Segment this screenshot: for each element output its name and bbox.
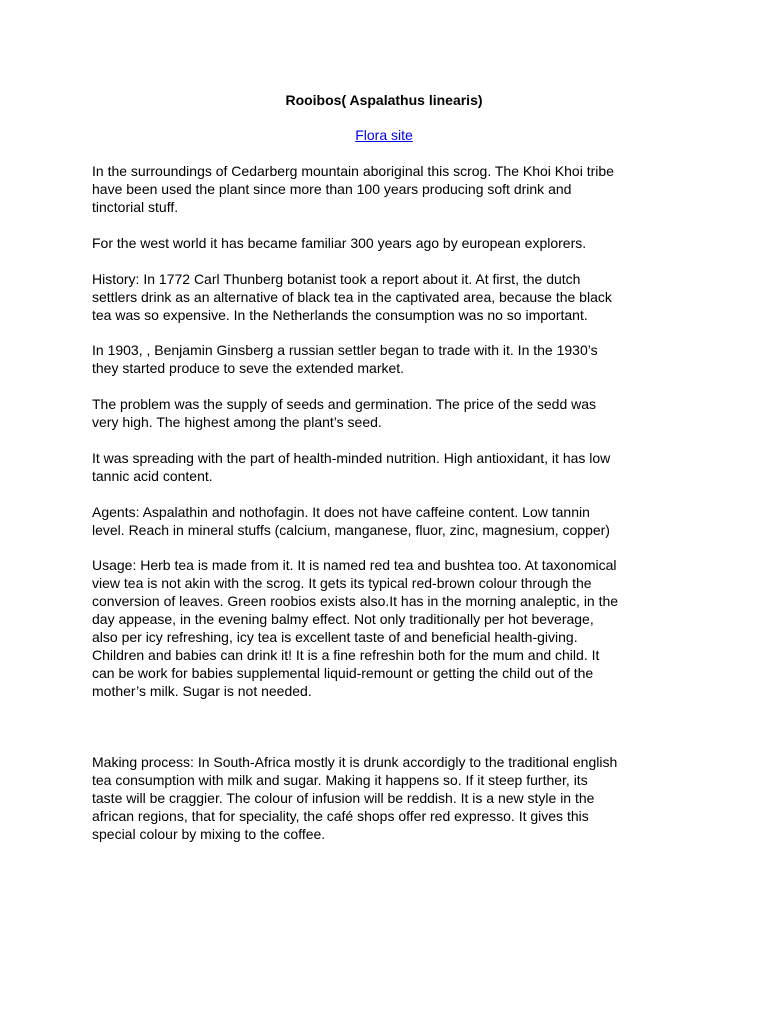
text-line: settlers drink as an alternative of black tea in the captivated area, because the black (92, 289, 612, 305)
text-line: Making process: In South-Africa mostly it is drunk accordigly to the traditional english (92, 754, 618, 770)
text-line: tea was so expensive. In the Netherlands the consumption was no so important. (92, 307, 588, 323)
text-line: tannic acid content. (92, 468, 213, 484)
paragraph-agents (92, 503, 692, 539)
text-line: For the west world it has became familiar 300 years ago by european explorers. (92, 235, 587, 251)
text-line: very high. The highest among the plant’s seed. (92, 414, 382, 430)
text-line: view tea is not akin with the scrog. It gets its typical red-brown colour through the (92, 575, 592, 591)
text-line: It was spreading with the part of health-minded nutrition. High antioxidant, it has low (92, 450, 611, 466)
text-line: conversion of leaves. Green roobios exists also.It has in the morning analeptic, in the (92, 593, 619, 609)
flora-site-link[interactable]: Flora site (355, 127, 413, 143)
text-line: taste will be craggier. The colour of infusion will be reddish. It is a new style in the (92, 790, 595, 806)
paragraph-intro (92, 162, 692, 216)
text-line: tea consumption with milk and sugar. Making it happens so. If it steep further, its (92, 772, 588, 788)
text-line: african regions, that for speciality, the café shops offer red expresso. It gives this (92, 808, 589, 824)
text-line: The problem was the supply of seeds and germination. The price of the sedd was (92, 396, 597, 412)
paragraph-spreading (92, 449, 692, 485)
text-line: level. Reach in mineral stuffs (calcium, manganese, fluor, zinc, magnesium, copper) (92, 522, 610, 538)
text-line: History: In 1772 Carl Thunberg botanist took a report about it. At first, the dutch (92, 271, 581, 287)
text-line: Agents: Aspalathin and nothofagin. It does not have caffeine content. Low tannin (92, 504, 590, 520)
text-line: Children and babies can drink it! It is a fine refreshin both for the mum and child. It (92, 647, 600, 663)
text-line: have been used the plant since more than 100 years producing soft drink and (92, 181, 572, 197)
text-line: they started produce to seve the extended market. (92, 360, 405, 376)
paragraph-problem (92, 395, 692, 431)
page-title: Rooibos( Aspalathus linearis) (285, 92, 483, 108)
flora-site-link-container (0, 126, 768, 144)
text-line: special colour by mixing to the coffee. (92, 826, 326, 842)
paragraph-making-process (92, 753, 692, 843)
text-line: mother’s milk. Sugar is not needed. (92, 683, 312, 699)
paragraph-history (92, 270, 692, 324)
paragraph-1903 (92, 341, 692, 377)
text-line: also per icy refreshing, icy tea is excellent taste of and beneficial health-giving. (92, 629, 578, 645)
text-line: Usage: Herb tea is made from it. It is named red tea and bushtea too. At taxonomical (92, 557, 617, 573)
text-line: can be work for babies supplemental liquid-remount or getting the child out of the (92, 665, 594, 681)
text-line: tinctorial stuff. (92, 199, 179, 215)
text-line: In the surroundings of Cedarberg mountain aboriginal this scrog. The Khoi Khoi tribe (92, 163, 614, 179)
paragraph-west-world (92, 234, 692, 252)
text-line: day appease, in the evening balmy effect. Not only traditionally per hot beverage, (92, 611, 594, 627)
paragraph-usage (92, 556, 692, 700)
text-line: In 1903, , Benjamin Ginsberg a russian settler began to trade with it. In the 1930’s (92, 342, 598, 358)
